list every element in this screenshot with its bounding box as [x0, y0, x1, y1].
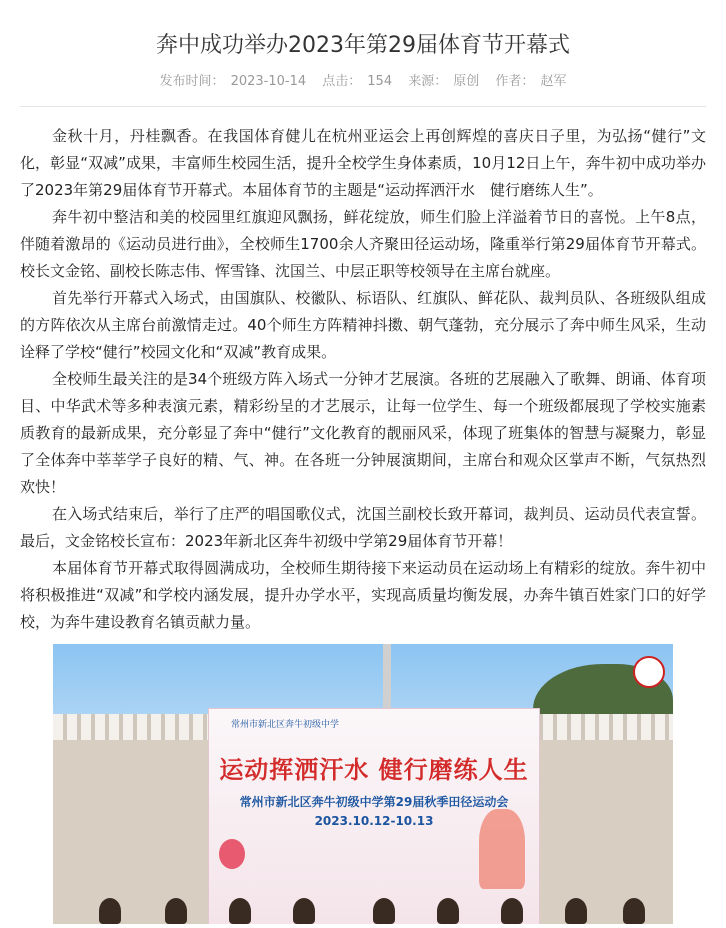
person-head	[373, 898, 395, 924]
paragraph: 在入场式结束后，举行了庄严的唱国歌仪式，沈国兰副校长致开幕词，裁判员、运动员代表宣誓。最后，文金铭校长宣布：2023年新北区奔牛初级中学第29届体育节开幕！	[20, 505, 706, 550]
source: 来源： 原创	[408, 74, 480, 89]
person-head	[501, 898, 523, 924]
person-head	[565, 898, 587, 924]
paragraph: 奔牛初中整洁和美的校园里红旗迎风飘扬，鲜花绽放，师生们脸上洋溢着节日的喜悦。上午8点，伴随着激昂的《运动员进行曲》，全校师生1700余人齐聚田径运动场，隆重举行第29届体育节开幕式。校长文金铭、副校长陈志伟、恽雪锋、沈国兰、中层正职等校领导在主席台就座。	[20, 208, 706, 280]
divider	[20, 106, 706, 107]
publish-date: 发布时间： 2023-10-14	[159, 74, 307, 89]
person-head	[229, 898, 251, 924]
person-head	[437, 898, 459, 924]
person-head	[623, 898, 645, 924]
paragraph: 本届体育节开幕式取得圆满成功，全校师生期待接下来运动员在运动场上有精彩的绽放。奔牛初中将积极推进“双减”和学校内涵发展，提升办学水平，实现高质量均衡发展，办奔牛镇百姓家门口的好学校，为奔牛建设教育名镇贡献力量。	[20, 559, 706, 631]
paragraph: 全校师生最关注的是34个班级方阵入场式一分钟才艺展演。各班的艺展融入了歌舞、朗诵、体育项目、中华武术等多种表演元素，精彩纷呈的才艺展示，让每一位学生、每一个班级都展现了学校实施素质教育的最新成果，充分彰显了奔中“健行”文化教育的靓丽风采，体现了班集体的智慧与凝聚力，彰显了全体奔中莘莘学子良好的精、气、神。在各班一分钟展演期间，主席台和观众区掌声不断，气氛热烈欢快！	[20, 370, 706, 496]
article-title: 奔中成功举办2023年第29届体育节开幕式	[156, 33, 570, 58]
paragraph: 首先举行开幕式入场式，由国旗队、校徽队、标语队、红旗队、鲜花队、裁判员队、各班级队组成的方阵依次从主席台前激情走过。40个师生方阵精神抖擞、朝气蓬勃，充分展示了奔中师生风采，生动诠释了学校“健行”校园文化和“双减”教育成果。	[20, 289, 706, 361]
people-row	[53, 894, 673, 924]
banner-school-name: 常州市新北区奔牛初级中学	[231, 720, 340, 730]
paragraph: 金秋十月，丹桂飘香。在我国体育健儿在杭州亚运会上再创辉煌的喜庆日子里，为弘扬“健行”文化，彰显“双减”成果，丰富师生校园生活，提升全校学生身体素质，10月12日上午，奔牛初中成功举办了2023年第29届体育节开幕式。本届体育节的主题是“运动挥洒汗水 健行磨练人生”。	[20, 127, 706, 199]
article-body	[0, 123, 726, 636]
runner-graphic	[479, 809, 525, 889]
balloon-icon	[219, 839, 245, 869]
person-head	[293, 898, 315, 924]
article-meta	[0, 72, 726, 92]
click-count: 点击： 154	[322, 74, 393, 89]
author: 作者： 赵军	[495, 74, 567, 89]
school-logo-icon	[633, 656, 665, 688]
banner-event-name: 常州市新北区奔牛初级中学第29届秋季田径运动会	[239, 795, 509, 809]
event-photo	[53, 644, 673, 924]
banner-slogan: 运动挥洒汗水 健行磨练人生	[219, 755, 529, 784]
event-banner	[208, 708, 540, 924]
person-head	[99, 898, 121, 924]
person-head	[165, 898, 187, 924]
banner-date: 2023.10.12-10.13	[314, 814, 434, 828]
